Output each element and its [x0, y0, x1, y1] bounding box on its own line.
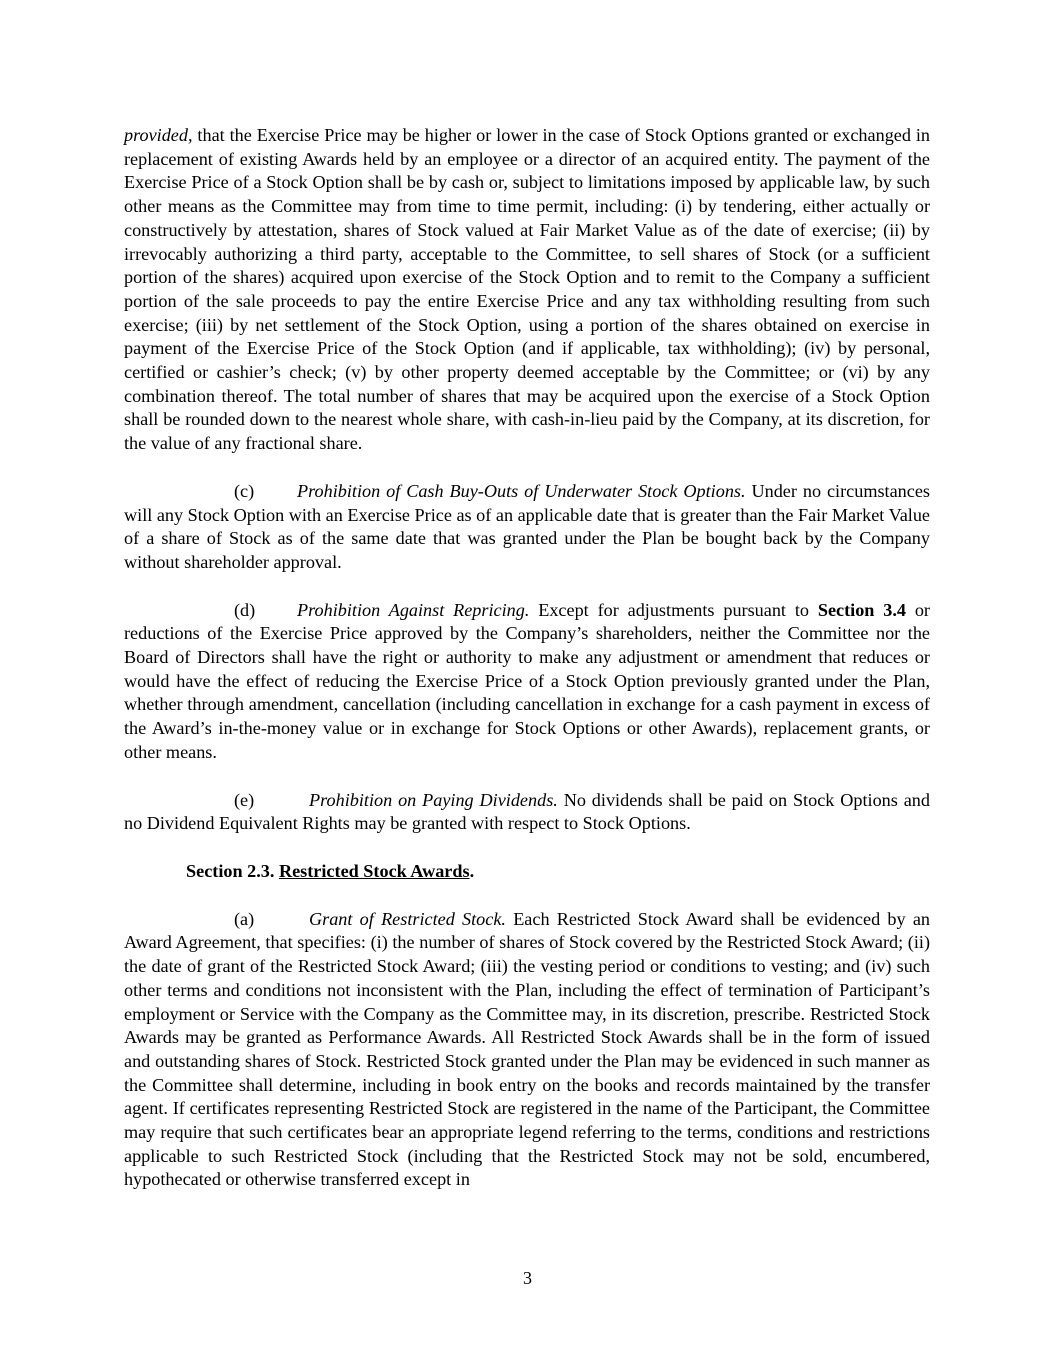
- subsection-title: Grant of Restricted Stock.: [309, 908, 506, 929]
- paragraph-body: No dividends shall be paid on Stock Options and no Dividend Equivalent Rights may be granted with respect to Stock Options.: [124, 789, 930, 834]
- paragraph-body: that the Exercise Price may be higher or lower in the case of Stock Options granted or exchanged in replacement of existing Awards held by an employee or a director of an acquired entity. The payment of the Exercise Price of a Stock Option shall be by cash or, subject to limitations imposed by applicable law, by such other means as the Committee may from time to time permit, including: (i) by tendering, either actually or constructively by attestation, shares of Stock valued at Fair Market Value as of the date of exercise; (ii) by irrevocably authorizing a third party, acceptable to the Committee, to sell shares of Stock (or a sufficient portion of the shares) acquired upon exercise of the Stock Option and to remit to the Company a sufficient portion of the sale proceeds to pay the entire Exercise Price and any tax withholding resulting from such exercise; (iii) by net settlement of the Stock Option, using a portion of the shares obtained on exercise in payment of the Exercise Price of the Stock Option (and if applicable, tax withholding); (iv) by personal, certified or cashier’s check; (v) by other property deemed acceptable by the Committee; or (vi) by any combination thereof. The total number of shares that may be acquired upon the exercise of a Stock Option shall be rounded down to the nearest whole share, with cash-in-lieu paid by the Company, at its discretion, for the value of any fractional share.: [124, 125, 930, 454]
- paragraph-body: Except for adjustments pursuant to: [529, 599, 818, 620]
- paragraph-d-repricing: [124, 599, 930, 765]
- document-page: [124, 124, 930, 1192]
- section-reference: Section 3.4: [817, 599, 906, 620]
- paragraph-exercise-price: [124, 124, 930, 456]
- page-number: 3: [523, 1268, 532, 1288]
- subsection-label: (e): [234, 789, 255, 810]
- section-title: Restricted Stock Awards: [278, 860, 470, 881]
- paragraph-e-dividends: [124, 789, 930, 836]
- section-number: Section 2.3.: [186, 860, 275, 881]
- paragraph-body: Each Restricted Stock Award shall be evidenced by an Award Agreement, that specifies: (i) the number of shares of Stock covered by the Restricted Stock Award; (ii) the date of grant of the Restricted Stock Award; (iii) the vesting period or conditions to vesting; and (iv) such other terms and conditions not inconsistent with the Plan, including the effect of termination of Participant’s employment or Service with the Company as the Committee may, in its discretion, prescribe. Restricted Stock Awards may be granted as Performance Awards. All Restricted Stock Awards shall be in the form of issued and outstanding shares of Stock. Restricted Stock granted under the Plan may be evidenced in such manner as the Committee shall determine, including in book entry on the books and records maintained by the transfer agent. If certificates representing Restricted Stock are registered in the name of the Participant, the Committee may require that such certificates bear an appropriate legend referring to the terms, conditions and restrictions applicable to such Restricted Stock (including that the Restricted Stock may not be sold, encumbered, hypothecated or otherwise transferred except in: [124, 908, 930, 1190]
- subsection-label: (d): [234, 599, 256, 620]
- paragraph-a-grant: [124, 908, 930, 1192]
- subsection-title: Prohibition Against Repricing.: [297, 599, 530, 620]
- paragraph-body: or reductions of the Exercise Price approved by the Company’s shareholders, neither the Committee nor the Board of Directors shall have the right or authority to make any adjustment or amendment that reduces or would have the effect of reducing the Exercise Price of a Stock Option previously granted under the Plan, whether through amendment, cancellation (including cancellation in exchange for a cash payment in excess of the Award’s in-the-money value or in exchange for Stock Options or other Awards), replacement grants, or other means.: [124, 599, 930, 762]
- section-heading: [186, 860, 930, 884]
- subsection-label: (a): [234, 908, 255, 929]
- subsection-title: Prohibition on Paying Dividends.: [309, 789, 558, 810]
- section-title-period: .: [469, 860, 475, 881]
- provided-lead: provided,: [124, 125, 193, 145]
- subsection-label: (c): [234, 480, 255, 501]
- paragraph-body: Under no circumstances will any Stock Option with an Exercise Price as of an applicable date that is greater than the Fair Market Value of a share of Stock as of the same date that was granted under the Plan be bought back by the Company without shareholder approval.: [124, 480, 930, 572]
- subsection-title: Prohibition of Cash Buy-Outs of Underwater Stock Options.: [297, 480, 746, 501]
- paragraph-c-cash-buyouts: [124, 480, 930, 575]
